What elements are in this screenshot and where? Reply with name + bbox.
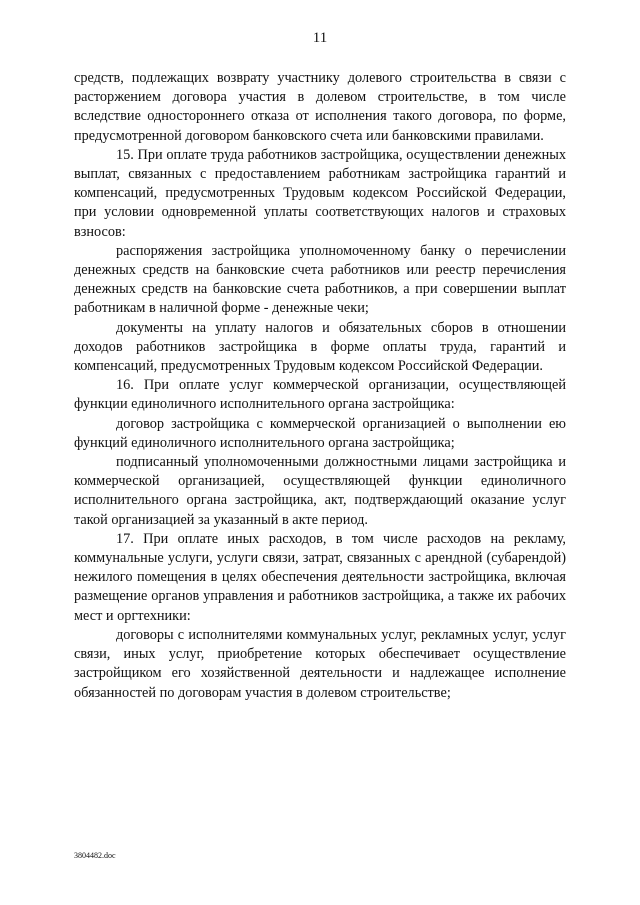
paragraph-item-15: 15. При оплате труда работников застройщика, осуществлении денежных выплат, связанных с предоставлением работникам застройщика гарантий и компенсаций, предусмотренных Трудовым кодексом Российской Федерации, при условии одновременной уплаты соответствующих налогов и страховых взносов: [74,146,566,240]
paragraph-item-16: 16. При оплате услуг коммерческой организации, осуществляющей функции единоличного исполнительного органа застройщика: [74,377,566,413]
document-body [74,69,566,703]
page-number: 11 [312,30,328,46]
paragraph-item-16-sub-1: договор застройщика с коммерческой организацией о выполнении ею функций единоличного исполнительного органа застройщика; [74,415,566,451]
paragraph-item-17: 17. При оплате иных расходов, в том числе расходов на рекламу, коммунальные услуги, услуги связи, затрат, связанных с арендной (субарендой) нежилого помещения в целях обеспечения деятельности застройщика, включая размещение органов управления и работников застройщика, а также их рабочих мест и оргтехники: [74,530,566,624]
paragraph-item-15-sub-2: документы на уплату налогов и обязательных сборов в отношении доходов работников застройщика в форме оплаты труда, гарантий и компенсаций, предусмотренных Трудовым кодексом Российской Федерации. [74,319,566,375]
paragraph-continuation: средств, подлежащих возврату участнику долевого строительства в связи с расторжением договора участия в долевом строительстве, в том числе вследствие одностороннего отказа от исполнения такого договора, по форме, предусмотренной договором банковского счета или банковскими правилами. [74,70,566,144]
file-name-footer: 3804482.doc [74,851,116,860]
paragraph-item-16-sub-2: подписанный уполномоченными должностными лицами застройщика и коммерческой организацией, осуществляющей функции единоличного исполнительного органа застройщика, акт, подтверждающий оказание услуг такой организацией за указанный в акте период. [74,454,566,528]
paragraph-item-17-sub-1: договоры с исполнителями коммунальных услуг, рекламных услуг, услуг связи, иных услуг, приобретение которых обеспечивает осуществление застройщиком его хозяйственной деятельности и надлежащее исполнение обязанностей по договорам участия в долевом строительстве; [74,626,566,701]
paragraph-item-15-sub-1: распоряжения застройщика уполномоченному банку о перечислении денежных средств на банковские счета работников или реестр перечисления денежных средств на банковские счета работников, а при совершении выплат работникам в наличной форме - денежные чеки; [74,242,566,317]
